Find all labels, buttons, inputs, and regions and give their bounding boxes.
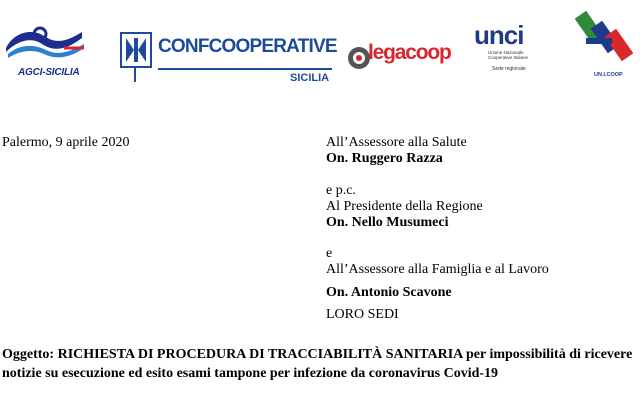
legacoop-text: legacoop [368,41,451,64]
confcooperative-logo [120,30,340,90]
and-label: e [326,246,333,261]
agci-swoosh-icon [4,22,86,68]
recipient1-name: On. Ruggero Razza [326,151,443,166]
unci-sede: Sede regionale [492,66,526,72]
recipient2-name: On. Nello Musumeci [326,215,449,230]
recipient1-role: All’Assessore alla Salute [326,135,467,150]
agci-logo-text: AGCI-SICILIA [18,67,80,78]
confcooperative-divider [158,68,332,70]
unci-logo [470,20,550,80]
cc-label: e p.c. [326,183,356,198]
agci-sicilia-logo [4,22,86,84]
unicoop-text: UN.I.COOP [594,72,623,78]
legacoop-logo [346,38,462,78]
recipient3-role: All’Assessore alla Famiglia e al Lavoro [326,262,549,277]
loro-sedi: LORO SEDI [326,307,399,322]
header-logos [0,0,640,92]
confcooperative-name: CONFCOOPERATIVE [158,36,337,57]
confcooperative-region: SICILIA [290,72,330,84]
unci-name: unci [474,20,524,50]
confcooperative-emblem-icon [120,32,152,82]
place-date: Palermo, 9 aprile 2020 [2,135,130,150]
unci-subtitle: Unione Nazionale Cooperative Italiane [488,50,529,60]
unicoop-logo [572,8,636,82]
recipient2-role: Al Presidente della Regione [326,199,483,214]
recipient3-name: On. Antonio Scavone [326,285,452,300]
subject-line: Oggetto: RICHIESTA DI PROCEDURA DI TRACCIABILITÀ SANITARIA per impossibilità di ricevere notizie su esecuzione ed esito esami tampone per infezione da coronavirus Covid-19 [2,347,633,381]
unicoop-emblem-icon [572,8,636,72]
